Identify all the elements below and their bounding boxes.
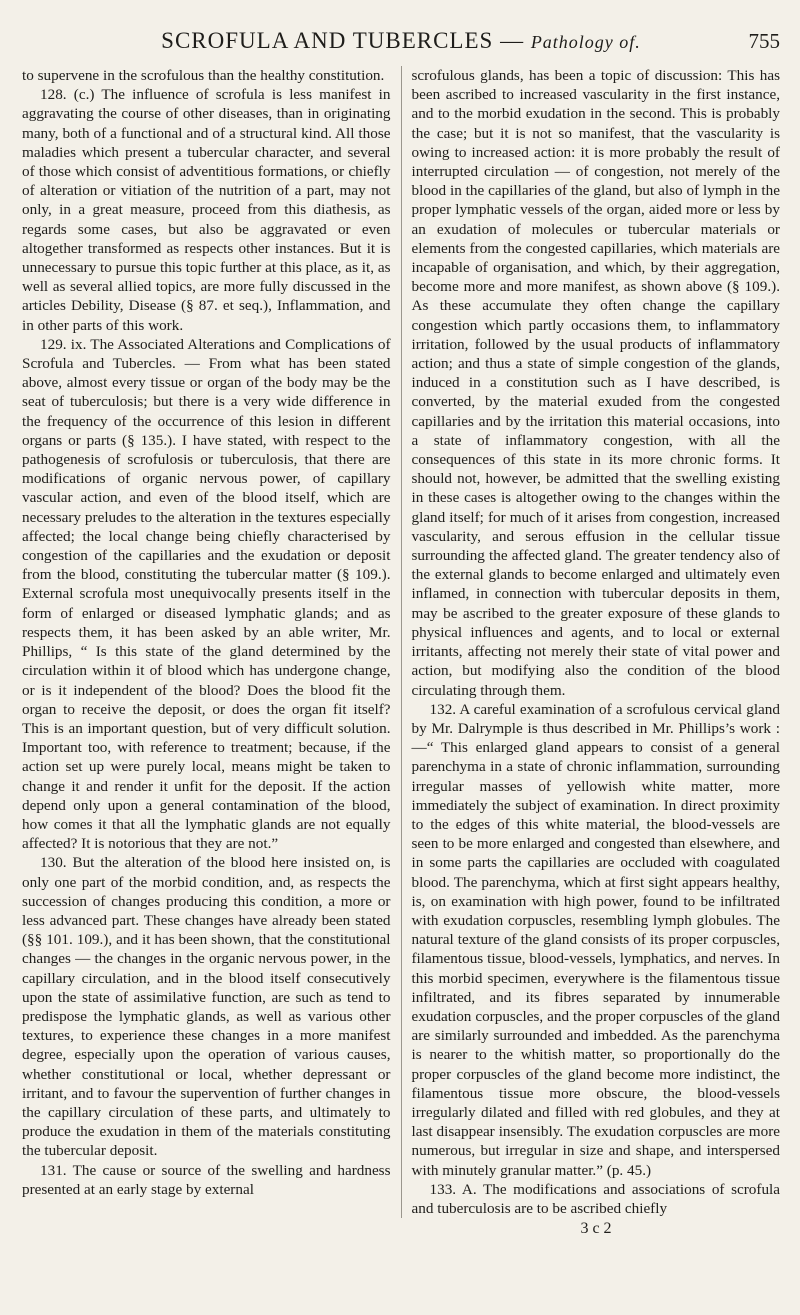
paragraph: scrofulous glands, has been a topic of discussion: This has been ascribed to increased vascularity in the first instance, and to the morbid exudation in the second. This is probably the case; but it is not so manifest, that the vascularity is owing to increased action: it is more probably the result of interrupted circulation — of congestion, not merely of the blood in the capillaries of the gland, but also of lymph in the proper lymphatic vessels of the organ, aided more or less by an exudation of molecules or tubercular materials or elements from the congested capillaries, which materials are incapable of organisation, and which, by their aggregation, become more and more manifest, as shown above (§ 109.). As these accumulate they often change the capillary congestion which partly occasions them, to inflammatory irritation, followed by the usual products of inflammatory action; and thus a state of simple congestion of the glands, induced in a constitution such as I have described, is converted, by the material exuded from the congested capillaries and by the irritation this material occasions, into a state of inflammatory congestion, with all the consequences of this state in its more chronic forms. It should not, however, be admitted that the swelling existing in these cases is altogether owing to the changes within the gland itself; for much of it arises from congestion, increased vascularity, and serous effusion in the cellular tissue surrounding the affected gland. The greater tendency also of the external glands to become enlarged and ultimately even inflamed, in connection with tubercular deposits in them, may be ascribed to the greater exposure of these glands to physical influences and agents, and to local or external irritants, affecting not merely their state of vital power and action, but modifying also the condition of the blood circulating through them. (411, 67, 780, 699)
paragraph: 132. A careful examination of a scrofulous cervical gland by Mr. Dalrymple is thus described in Mr. Phillips’s work :—“ This enlarged gland appears to consist of a general parenchyma in a state of chronic inflammation, surrounding irregular masses of yellowish white matter, more immediately the subject of examination. In direct proximity to the edges of this white material, the blood-vessels are seen to be more enlarged and congested than elsewhere, and in some parts the capillaries are occluded with coagulated blood. The parenchyma, which at first sight appears healthy, is, on examination with high power, found to be infiltrated with exudation corpuscles, resembling lymph globules. The natural texture of the gland consists of its proper corpuscles, filamentous tissue, blood-vessels, lymphatics, and nerves. In this morbid specimen, everywhere is the filamentous tissue infiltrated, and its fibres separated by innumerable exudation corpuscles, and the proper corpuscles of the gland are similarly surrounded and imbedded. As the parenchyma is nearer to the whitish matter, so proportionally do the proper corpuscles of the gland become more indistinct, the filamentous tissue more obscure, the blood-vessels irregularly dilated and filled with red globules, and they at last disappear insensibly. The exudation corpuscles are more numerous, but irregular in size and shape, and interspersed with minutely granular matter.” (p. 45.) (411, 700, 780, 1179)
running-title (72, 28, 730, 54)
page-number: 755 (748, 29, 780, 53)
right-column (402, 66, 781, 1218)
paragraph: 133. A. The modifications and associations of scrofula and tuberculosis are to be ascribed chiefly (411, 1180, 780, 1217)
paragraph: 131. The cause or source of the swelling and hardness presented at an early stage by external (22, 1161, 391, 1198)
paragraph: 128. (c.) The influence of scrofula is less manifest in aggravating the course of other diseases, than in originating many, both of a functional and of a structural kind. All those maladies which present a tubercular character, and several of those which consist of adventitious formations, or chiefly of alteration or vitiation of the nutrition of a part, may not only, in a great measure, proceed from this diathesis, as regards some cases, but also be aggravated or even altogether transformed as respects other instances. But it is unnecessary to pursue this topic further at this place, as it, as well as several allied topics, are more fully discussed in the articles Debility, Disease (§ 87. et seq.), Inflammation, and in other parts of this work. (22, 86, 391, 334)
left-column (22, 66, 402, 1218)
text-columns (22, 66, 780, 1218)
running-header (22, 28, 780, 58)
running-title-subtitle: Pathology of. (530, 32, 641, 52)
running-title-main: SCROFULA AND TUBERCLES — (161, 28, 525, 53)
paragraph: 130. But the alteration of the blood here insisted on, is only one part of the morbid condition, and, as respects the succession of changes producing this condition, a more or less advanced part. These changes have already been stated (§§ 101. 109.), and it has been shown, that the constitutional changes — the changes in the organic nervous power, in the capillary circulation, and in the blood itself consecutively upon the state of assimilative function, are such as tend to predispose the lymphatic glands, as well as various other textures, to experience these changes in a more manifest degree, especially upon the operation of various causes, whether constitutional or local, whether depressant or irritant, and to favour the supervention of further changes in the capillary circulation of these parts, and ultimately to produce the exudation in them of the materials constituting the tubercular deposit. (22, 854, 391, 1160)
paragraph: 129. ix. The Associated Alterations and Complications of Scrofula and Tubercles. — From what has been stated above, almost every tissue or organ of the body may be the seat of tuberculosis; but there is a very wide difference in the frequency of the occurrence of this lesion in different organs or parts (§ 135.). I have stated, with respect to the pathogenesis of scrofulosis or tuberculosis, that there are modifications of organic nervous power, of capillary vascular action, and even of the blood itself, which are necessary preludes to the alteration in the textures especially affected; the local change being chiefly characterised by congestion of the capillaries and the exudation or deposit from the blood, constituting the tubercular matter (§ 109.). External scrofula most unequivocally presents itself in the form of enlarged or diseased lymphatic glands; and as respects them, it has been asked by an able writer, Mr. Phillips, “ Is this state of the gland determined by the circulation within it of blood which has undergone change, or is it independent of the blood? Does the blood fit the organ to receive the deposit, or does the organ fit itself? This is an important question, but of very difficult solution. Important too, with reference to treatment; because, if the action set up were purely local, means might be taken to change it and render it unfit for the deposit. If the action depend only upon a general contamination of the blood, how comes it that all the lymphatic glands are not equally affected? It is notorious that they are not.” (22, 335, 391, 853)
paragraph: to supervene in the scrofulous than the healthy constitution. (22, 67, 385, 84)
signature-mark: 3 c 2 (580, 1220, 612, 1238)
